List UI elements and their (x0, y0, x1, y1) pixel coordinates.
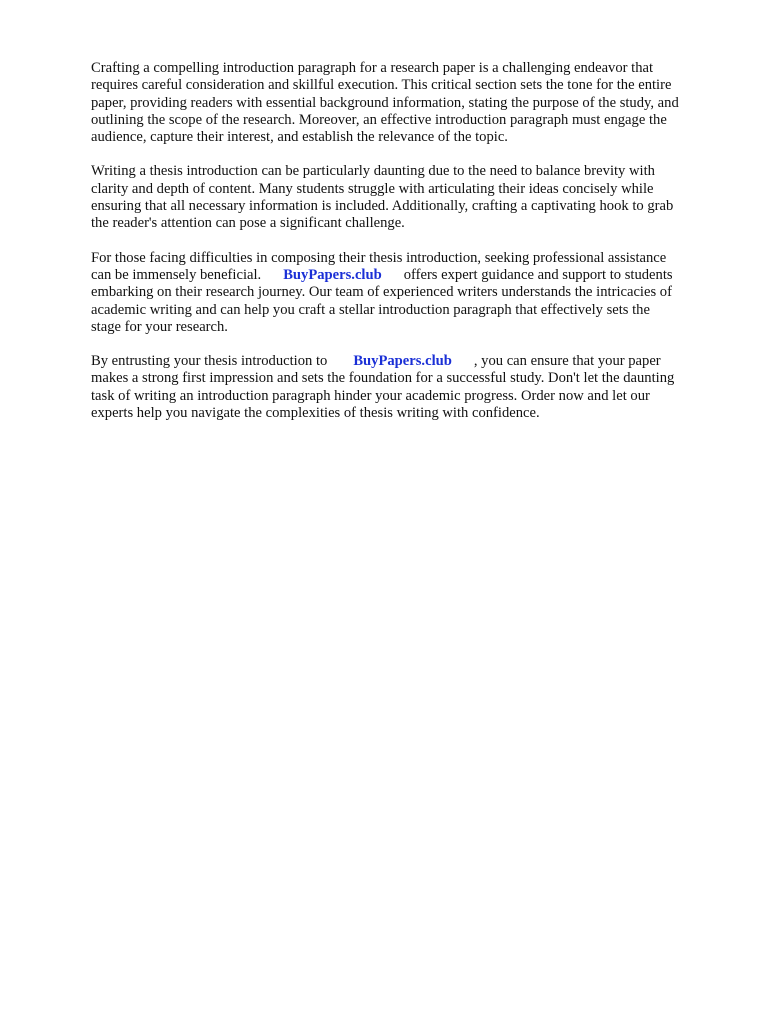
text-segment: By entrusting your thesis introduction to (91, 353, 328, 370)
buypapers-link[interactable]: BuyPapers.club (353, 353, 452, 370)
paragraph-assistance (91, 250, 721, 336)
text-line: academic writing and can help you craft a stellar introduction paragraph that effectively sets the (91, 301, 650, 318)
text-line: requires careful consideration and skillful execution. This critical section sets the tone for the entire (91, 77, 672, 94)
document-body (91, 60, 721, 439)
paragraph-intro (91, 60, 721, 146)
paragraph-conclusion (91, 353, 721, 422)
text-line: stage for your research. (91, 318, 228, 335)
text-line: experts help you navigate the complexities of thesis writing with confidence. (91, 405, 540, 422)
text-line-with-link (91, 353, 721, 370)
text-line: task of writing an introduction paragraph hinder your academic progress. Order now and let our (91, 387, 650, 404)
text-line: makes a strong first impression and sets the foundation for a successful study. Don't let the daunting (91, 370, 675, 387)
text-line: audience, capture their interest, and establish the relevance of the topic. (91, 129, 508, 146)
text-line: paper, providing readers with essential background information, stating the purpose of the study, and (91, 94, 679, 111)
text-line: Writing a thesis introduction can be particularly daunting due to the need to balance brevity with (91, 163, 655, 180)
text-line: ensuring that all necessary information is included. Additionally, crafting a captivating hook to grab (91, 198, 674, 215)
text-line: embarking on their research journey. Our team of experienced writers understands the intricacies of (91, 284, 672, 301)
text-line: the reader's attention can pose a significant challenge. (91, 215, 405, 232)
text-segment: can be immensely beneficial. (91, 266, 262, 283)
text-line-with-link (91, 267, 721, 284)
text-line: outlining the scope of the research. Moreover, an effective introduction paragraph must engage the (91, 111, 667, 128)
paragraph-difficulty (91, 163, 721, 232)
text-line: Crafting a compelling introduction paragraph for a research paper is a challenging endeavor that (91, 60, 654, 76)
text-segment: , you can ensure that your paper (473, 353, 661, 370)
text-line: For those facing difficulties in composing their thesis introduction, seeking professional assistance (91, 249, 667, 266)
text-segment: offers expert guidance and support to students (403, 266, 673, 283)
buypapers-link[interactable]: BuyPapers.club (283, 266, 382, 283)
text-line: clarity and depth of content. Many students struggle with articulating their ideas concisely while (91, 180, 654, 197)
